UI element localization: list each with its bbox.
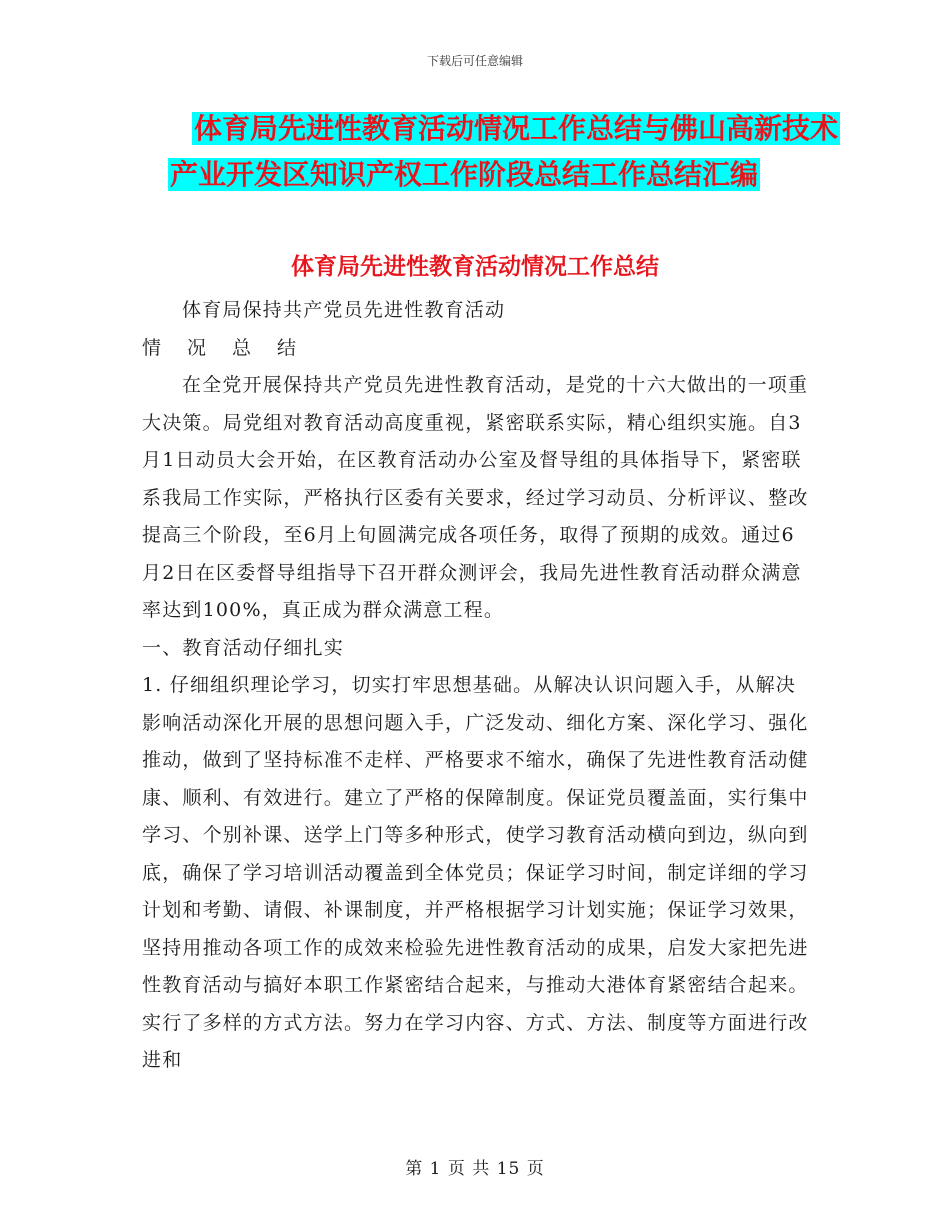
paragraph-item-1: 1. 仔细组织理论学习，切实打牢思想基础。从解决认识问题入手，从解决影响活动深化开展的思想问题入手，广泛发动、细化方案、深化学习、强化推动，做到了坚持标准不走样、严格要求不缩水，确保了先进性教育活动健康、顺利、有效进行。建立了严格的保障制度。保证党员覆盖面，实行集中学习、个别补课、送学上门等多种形式，使学习教育活动横向到边，纵向到底，确保了学习培训活动覆盖到全体党员；保证学习时间，制定详细的学习计划和考勤、请假、补课制度，并严格根据学习计划实施；保证学习效果，坚持用推动各项工作的成效来检验先进性教育活动的成果，启发大家把先进性教育活动与搞好本职工作紧密结合起来，与推动大港体育紧密结合起来。实行了多样的方式方法。努力在学习内容、方式、方法、制度等方面进行改进和 [142, 674, 809, 1071]
heading-section-1: 一、教育活动仔细扎实 [142, 636, 345, 659]
section-title: 体育局先进性教育活动情况工作总结 [291, 254, 659, 280]
document-body [142, 292, 812, 1080]
document-title-line-2: 产业开发区知识产权工作阶段总结工作总结汇编 [170, 158, 759, 191]
page-header-note: 下载后可任意编辑 [426, 54, 523, 68]
document-title [168, 106, 839, 198]
paragraph-intro: 在全党开展保持共产党员先进性教育活动，是党的十六大做出的一项重大决策。局党组对教育活动高度重视，紧密联系实际，精心组织实施。自3月1日动员大会开始，在区教育活动办公室及督导组的具体指导下，紧密联系我局工作实际，严格执行区委有关要求，经过学习动员、分析评议、整改提高三个阶段，至6月上旬圆满完成各项任务，取得了预期的成效。通过6月2日在区委督导组指导下召开群众测评会，我局先进性教育活动群众满意率达到100%，真正成为群众满意工程。 [142, 374, 809, 621]
document-title-line-1: 体育局先进性教育活动情况工作总结与佛山高新技术 [194, 112, 839, 145]
subtitle-line-1: 体育局保持共产党员先进性教育活动 [182, 299, 506, 321]
page-footer: 第 1 页 共 15 页 [405, 1159, 545, 1179]
subtitle-line-2: 情况总结 [142, 336, 323, 359]
